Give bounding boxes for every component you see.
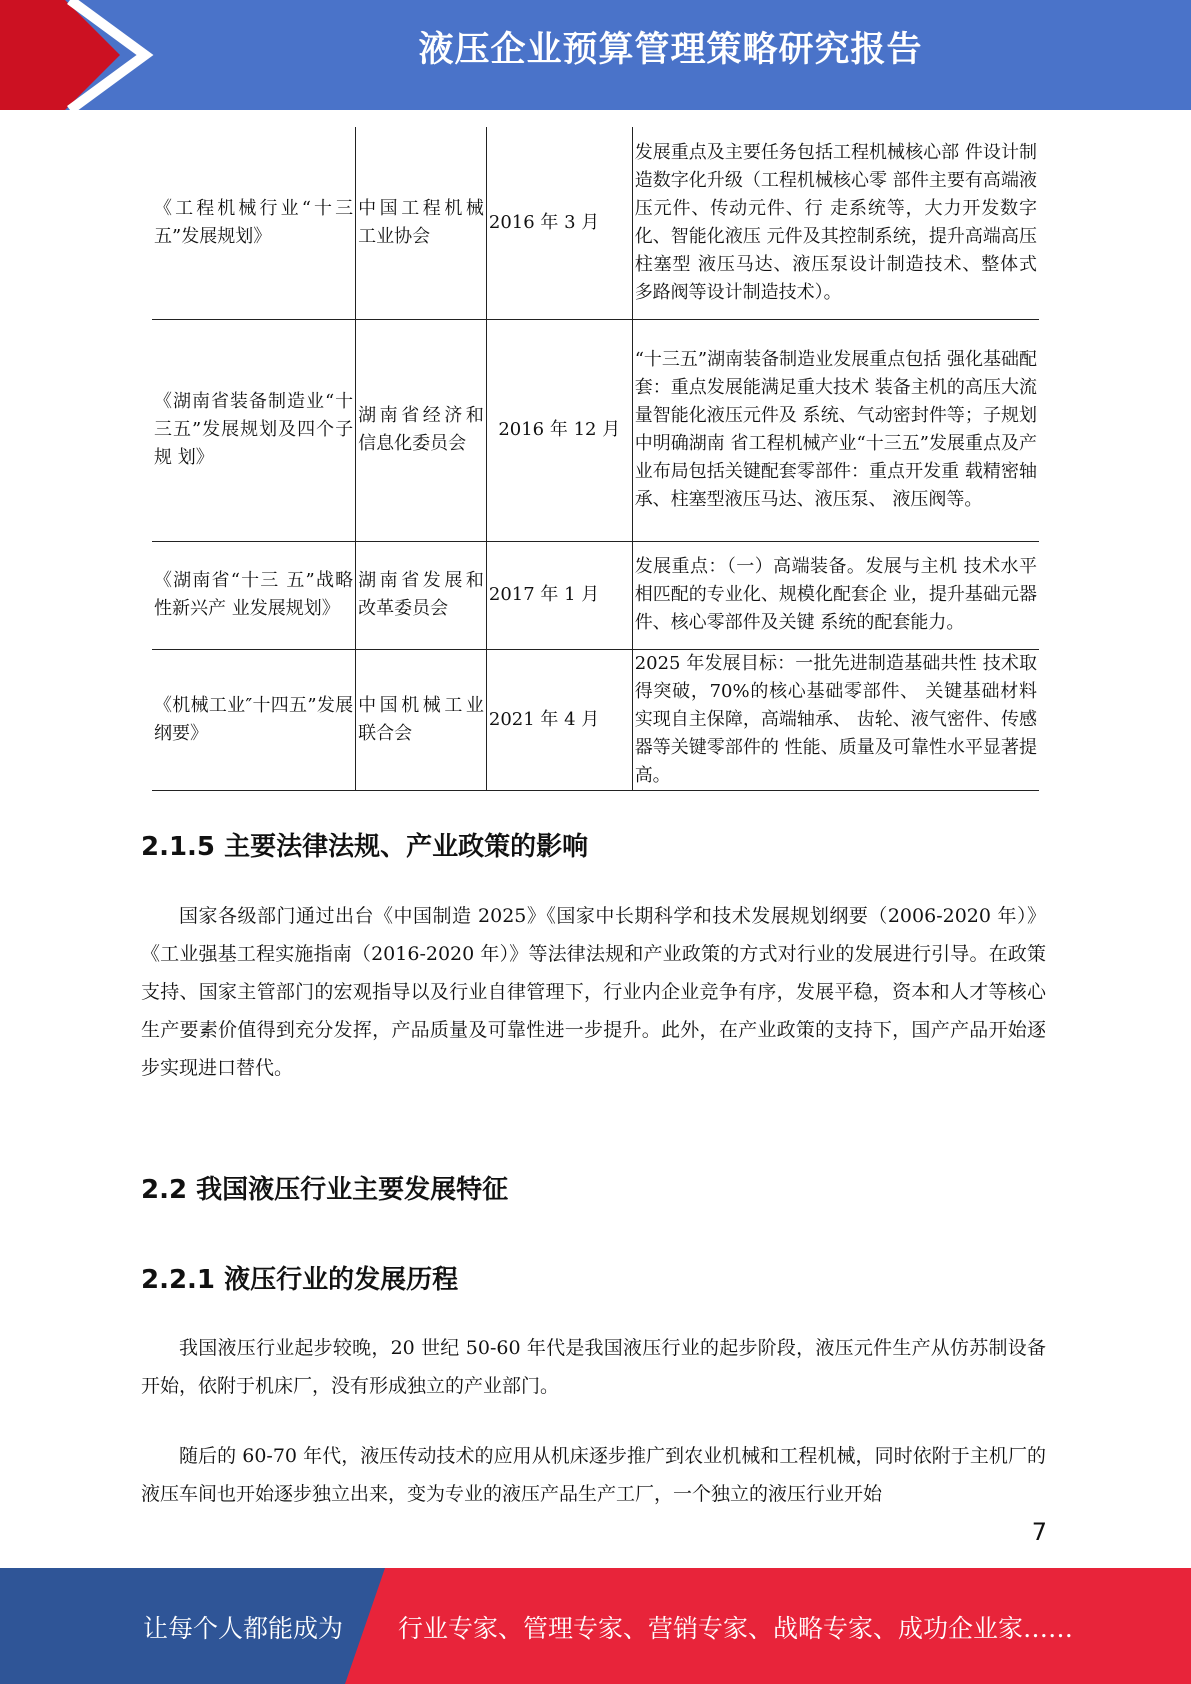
footer-banner (0, 1568, 1191, 1684)
section-paragraph: 随后的 60-70 年代，液压传动技术的应用从机床逐步推广到农业机械和工程机械，同时依附于主机厂的液压车间也开始逐步独立出来，变为专业的液压产品生产工厂，一个独立的液压行业开始 (141, 1445, 1046, 1505)
policy-org: 湖南省发展和改革委员会 (356, 541, 487, 649)
policy-content: “十三五”湖南装备制造业发展重点包括 强化基础配套：重点发展能满足重大技术 装备主机的高压大流量智能化液压元件及 系统、气动密封件等；子规划中明确湖南 省工程机械产业“十三五”发展重点及产 业布局包括关键配套零部件：重点开发重 载精密轴承、柱塞型液压马达、液压泵、 液压阀等。 (632, 319, 1039, 541)
page-number: 7 (1031, 1518, 1047, 1546)
policy-org: 中国机械工业联合会 (356, 649, 487, 790)
footer-slogan-left: 让每个人都能成为 (143, 1614, 344, 1643)
footer-slogan-right: 行业专家、管理专家、营销专家、战略专家、成功企业家…… (398, 1614, 1074, 1643)
policy-name: 《湖南省“十三 五”战略性新兴产 业发展规划》 (152, 541, 356, 649)
policy-name: 《工程机械行业“十三五”发展规划》 (152, 127, 356, 319)
header-banner (0, 0, 1191, 110)
report-title: 液压企业预算管理策略研究报告 (418, 30, 923, 70)
section-heading-2-2: 2.2 我国液压行业主要发展特征 (141, 1175, 509, 1205)
policy-date: 2021 年 4 月 (486, 649, 632, 790)
section-paragraph: 我国液压行业起步较晚，20 世纪 50-60 年代是我国液压行业的起步阶段，液压元件生产从仿苏制设备开始，依附于机床厂，没有形成独立的产业部门。 (141, 1337, 1046, 1397)
table-row (152, 649, 1039, 790)
policy-date: 2017 年 1 月 (486, 541, 632, 649)
policy-date: 2016 年 3 月 (486, 127, 632, 319)
policy-name: 《机械工业″十四五”发展纲要》 (152, 649, 356, 790)
table-row (152, 127, 1039, 319)
policy-name: 《湖南省装备制造业“十三五”发展规划及四个子规 划》 (152, 319, 356, 541)
section-heading-2-2-1: 2.2.1 液压行业的发展历程 (141, 1265, 459, 1295)
policy-content: 2025 年发展目标：一批先进制造基础共性 技术取得突破，70%的核心基础零部件、 关键基础材料实现自主保障，高端轴承、 齿轮、液气密件、传感器等关键零部件的 性能、质量及可靠性水平显著提高。 (632, 649, 1039, 790)
policy-date: 2016 年 12 月 (486, 319, 632, 541)
policy-content: 发展重点及主要任务包括工程机械核心部 件设计制造数字化升级（工程机械核心零 部件主要有高端液压元件、传动元件、行 走系统等，大力开发数字化、智能化液压 元件及其控制系统，提升高端高压柱塞型 液压马达、液压泵设计制造技术、整体式 多路阀等设计制造技术）。 (632, 127, 1039, 319)
section-paragraph: 国家各级部门通过出台《中国制造 2025》《国家中长期科学和技术发展规划纲要（2006-2020 年）》《工业强基工程实施指南（2016-2020 年）》等法律法规和产业政策的方式对行业的发展进行引导。在政策支持、国家主管部门的宏观指导以及行业自律管理下，行业内企业竞争有序，发展平稳，资本和人才等核心生产要素价值得到充分发挥，产品质量及可靠性进一步提升。此外，在产业政策的支持下，国产产品开始逐步实现进口替代。 (141, 905, 1046, 1079)
table-row (152, 319, 1039, 541)
policy-content: 发展重点：（一）高端装备。发展与主机 技术水平相匹配的专业化、规模化配套企 业，提升基础元器件、核心零部件及关键 系统的配套能力。 (632, 541, 1039, 649)
policy-org: 湖南省经济和信息化委员会 (356, 319, 487, 541)
section-heading-2-1-5: 2.1.5 主要法律法规、产业政策的影响 (141, 832, 589, 862)
table-row (152, 541, 1039, 649)
policy-table (152, 127, 1039, 791)
policy-org: 中国工程机械工业协会 (356, 127, 487, 319)
